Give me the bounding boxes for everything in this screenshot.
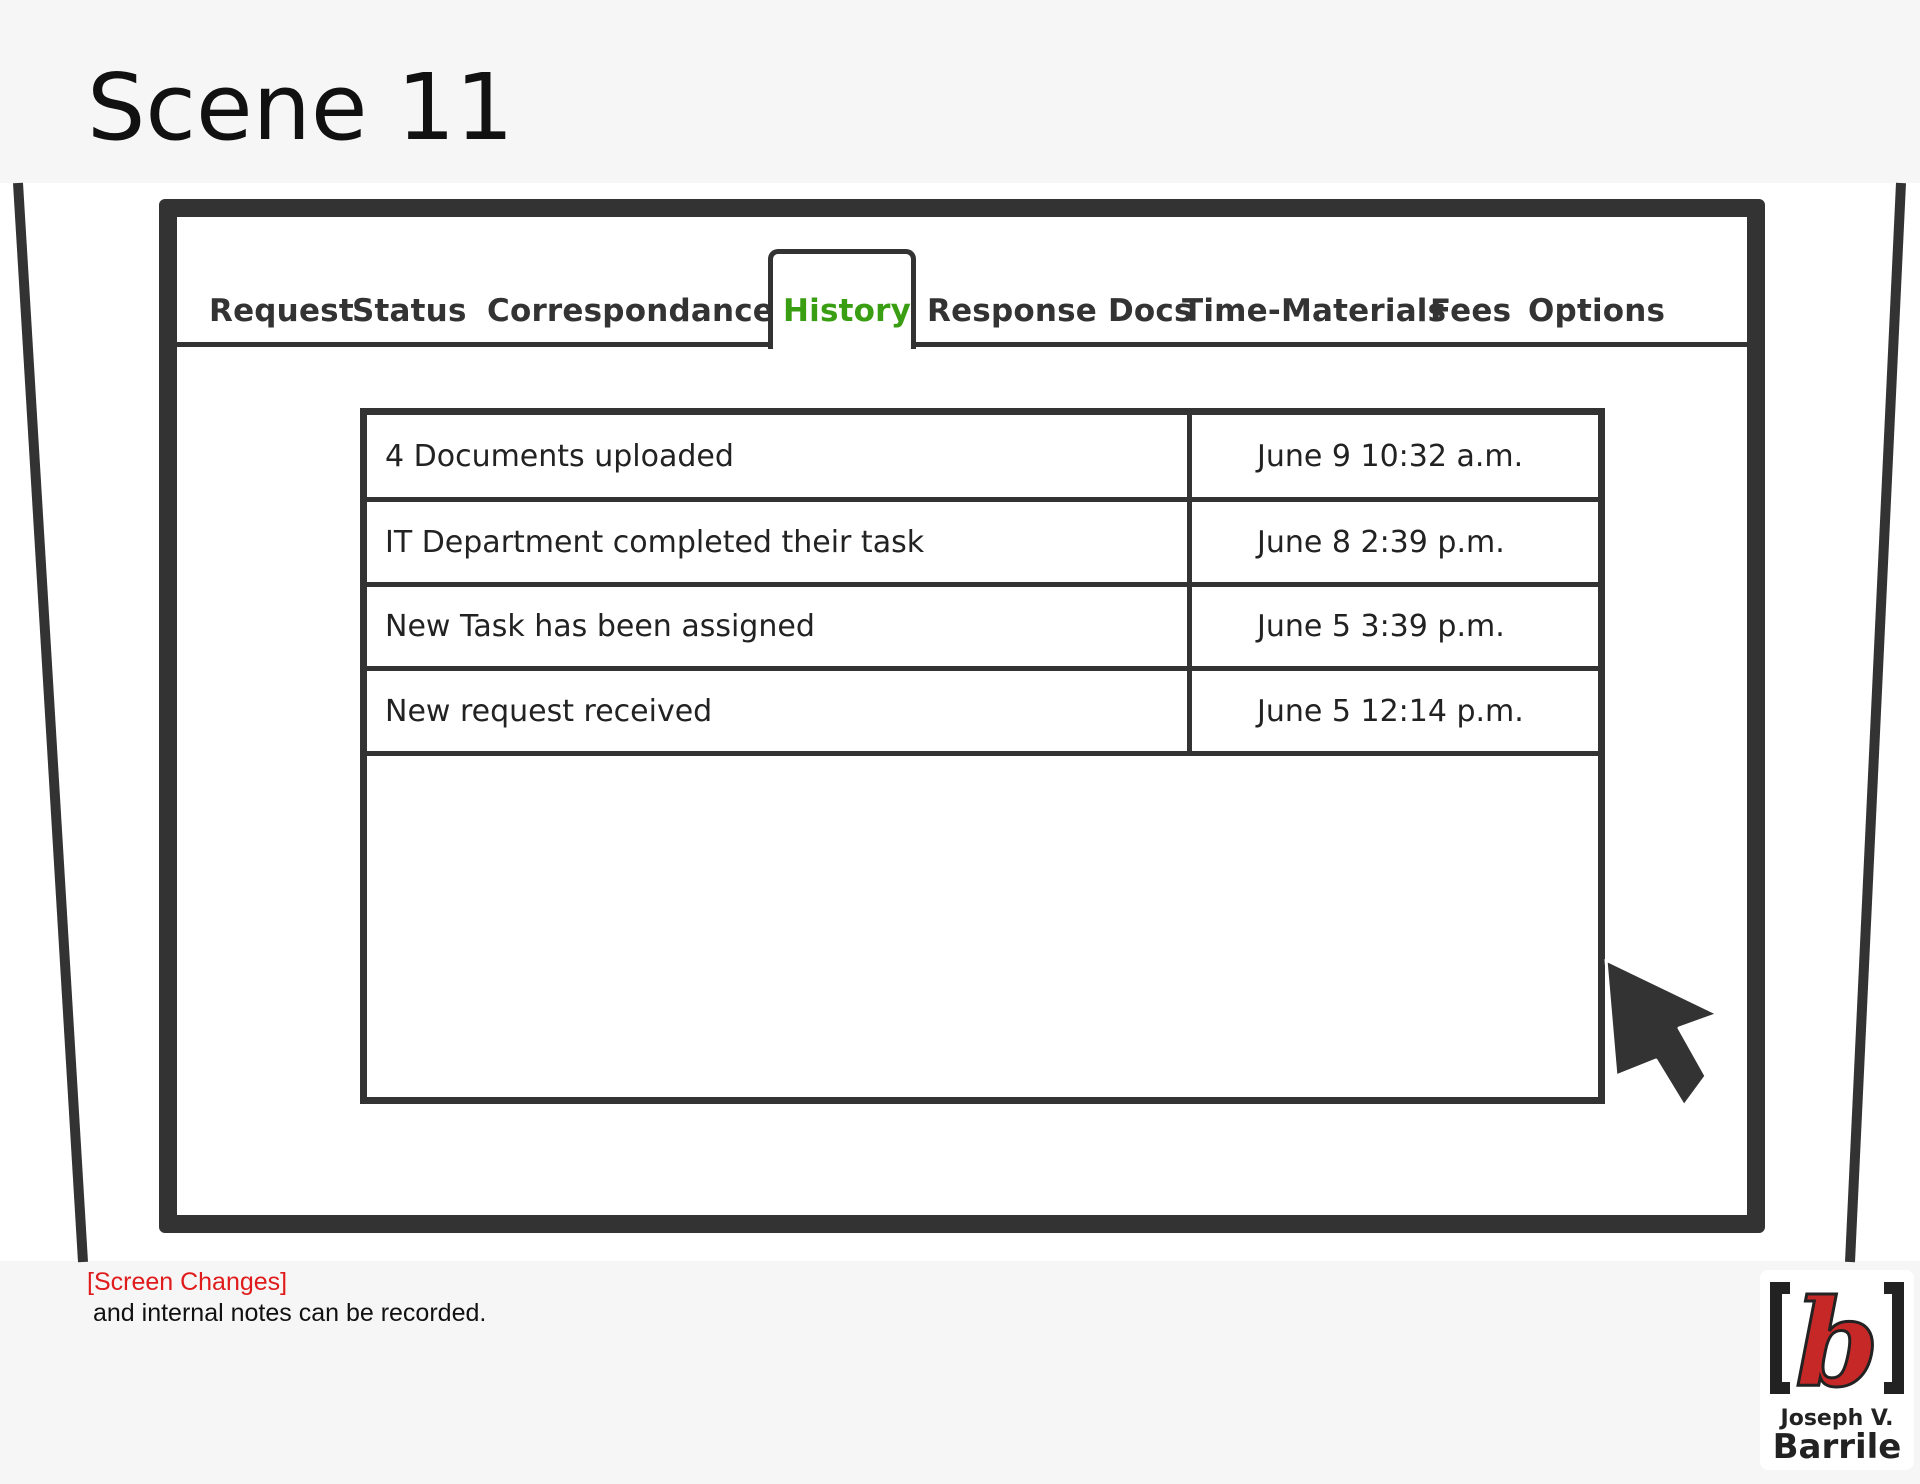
history-timestamp: June 5 12:14 p.m. — [1257, 693, 1524, 729]
screen-changes-label: [Screen Changes] — [87, 1268, 288, 1296]
tab-options[interactable]: Options — [1528, 293, 1666, 329]
tab-time-materials[interactable]: Time-Materials — [1182, 293, 1447, 329]
tab-bar-baseline — [177, 342, 1747, 347]
history-row[interactable] — [367, 415, 1598, 502]
history-row[interactable] — [367, 587, 1598, 671]
tab-bar — [177, 217, 1747, 347]
history-event: New request received — [385, 693, 713, 729]
app-window — [159, 199, 1765, 1233]
tab-response-docs[interactable]: Response Docs — [927, 293, 1193, 329]
logo-author-last: Barrile — [1772, 1427, 1902, 1467]
tab-history[interactable]: History — [783, 293, 912, 329]
logo-author-first: Joseph V. — [1780, 1406, 1894, 1431]
tab-request[interactable]: Request — [209, 293, 354, 329]
logo-mark-icon — [1760, 1270, 1914, 1406]
history-event: IT Department completed their task — [385, 524, 925, 560]
history-event: 4 Documents uploaded — [385, 438, 734, 474]
scene-title: Scene 11 — [87, 54, 514, 161]
tab-correspondance[interactable]: Correspondance — [487, 293, 775, 329]
author-logo — [1760, 1270, 1914, 1470]
tab-fees[interactable]: Fees — [1430, 293, 1512, 329]
arrow-cursor-icon — [1600, 958, 1722, 1110]
history-timestamp: June 9 10:32 a.m. — [1257, 438, 1524, 474]
history-table — [360, 408, 1605, 1104]
history-row[interactable] — [367, 502, 1598, 587]
history-row[interactable] — [367, 671, 1598, 756]
history-event: New Task has been assigned — [385, 609, 815, 644]
tab-status[interactable]: Status — [352, 293, 467, 329]
logo-letter: b — [1795, 1273, 1879, 1406]
history-timestamp: June 8 2:39 p.m. — [1257, 524, 1505, 560]
notes-description: and internal notes can be recorded. — [93, 1299, 487, 1327]
history-timestamp: June 5 3:39 p.m. — [1257, 609, 1505, 644]
